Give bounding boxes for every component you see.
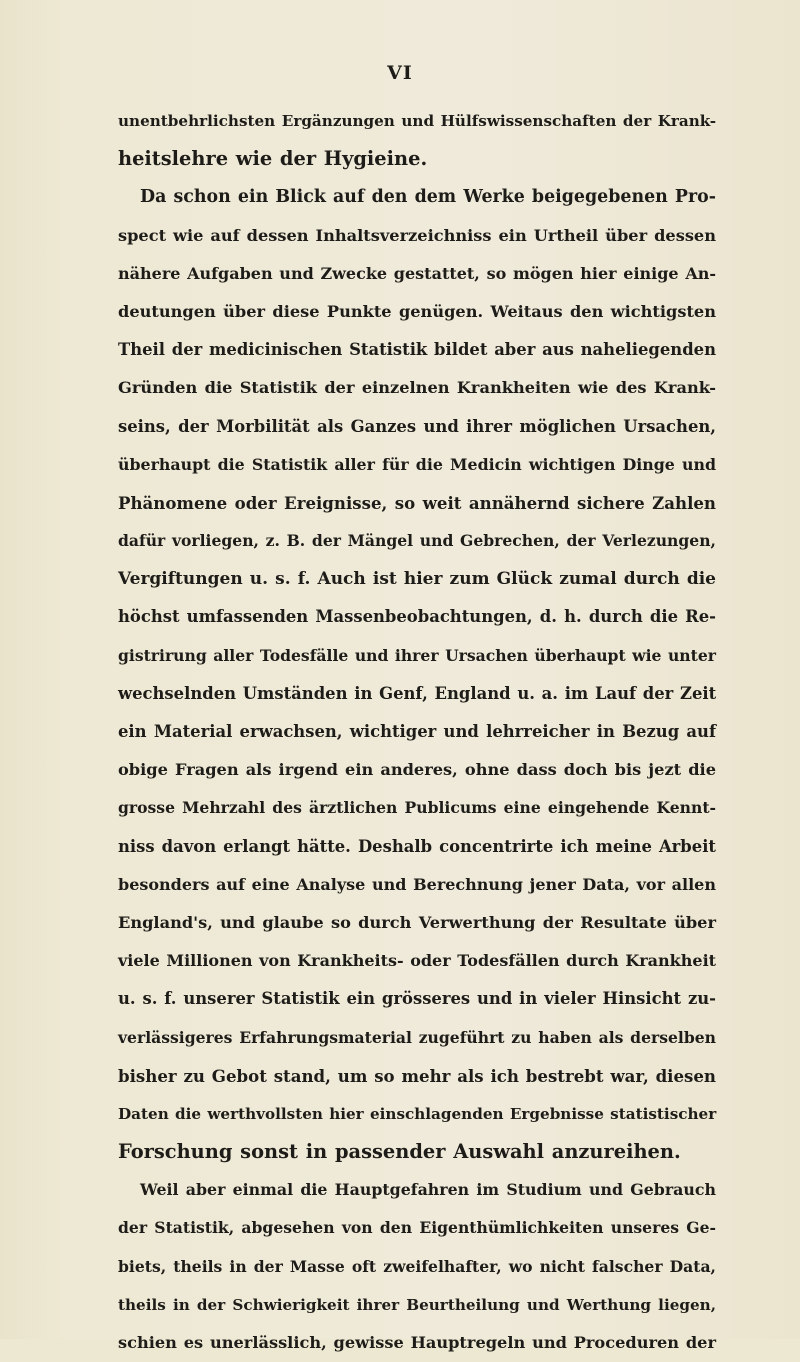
text-line: Da schon ein Blick auf den dem Werke beigegebenen Pro- (140, 187, 716, 208)
text-line: Weil aber einmal die Hauptgefahren im Studium und Gebrauch (140, 1180, 716, 1200)
text-line: der Statistik, abgesehen von den Eigenthümlichkeiten unseres Ge- (118, 1218, 716, 1238)
text-line: Theil der medicinischen Statistik bildet aber aus naheliegenden (118, 340, 716, 360)
page-number: VI (387, 62, 413, 84)
text-line: dafür vorliegen, z. B. der Mängel und Gebrechen, der Verlezungen, (118, 531, 716, 551)
text-line: theils in der Schwierigkeit ihrer Beurtheilung und Werthung liegen, (118, 1295, 716, 1314)
text-line: heitslehre wie der Hygieine. (118, 147, 428, 171)
text-line: obige Fragen als irgend ein anderes, ohne dass doch bis jezt die (118, 760, 716, 780)
text-line: grosse Mehrzahl des ärztlichen Publicums eine eingehende Kennt- (118, 798, 716, 818)
text-line: deutungen über diese Punkte genügen. Weitaus den wichtigsten (118, 301, 716, 321)
text-line: überhaupt die Statistik aller für die Medicin wichtigen Dinge und (118, 454, 716, 474)
text-line: Phänomene oder Ereignisse, so weit annähernd sichere Zahlen (118, 492, 716, 513)
text-line: schien es unerlässlich, gewisse Hauptregeln und Proceduren der (118, 1333, 716, 1352)
text-line: Forschung sonst in passender Auswahl anzureihen. (118, 1140, 681, 1164)
text-line: bisher zu Gebot stand, um so mehr als ich bestrebt war, diesen (118, 1065, 716, 1086)
text-line: viele Millionen von Krankheits- oder Todesfällen durch Krankheit (118, 951, 717, 971)
text-line: besonders auf eine Analyse und Berechnung jener Data, vor allen (118, 874, 716, 894)
text-line: seins, der Morbilität als Ganzes und ihrer möglichen Ursachen, (118, 416, 716, 436)
text-line: England's, und glaube so durch Verwerthung der Resultate über (118, 912, 716, 932)
text-line: wechselnden Umständen in Genf, England u. a. im Lauf der Zeit (118, 683, 717, 703)
body-text (118, 102, 716, 1362)
text-line: verlässigeres Erfahrungsmaterial zugeführt zu haben als derselben (118, 1027, 716, 1047)
text-line: nähere Aufgaben und Zwecke gestattet, so mögen hier einige An- (118, 263, 716, 283)
text-line: ein Material erwachsen, wichtiger und lehrreicher in Bezug auf (118, 722, 716, 741)
text-line: niss davon erlangt hätte. Deshalb concentrirte ich meine Arbeit (118, 836, 716, 856)
text-line: spect wie auf dessen Inhaltsverzeichniss ein Urtheil über dessen (118, 225, 716, 245)
text-line: unentbehrlichsten Ergänzungen und Hülfswissenschaften der Krank- (118, 112, 716, 130)
text-line: Gründen die Statistik der einzelnen Krankheiten wie des Krank- (118, 378, 716, 398)
text-line: Vergiftungen u. s. f. Auch ist hier zum Glück zumal durch die (118, 569, 716, 590)
text-line: höchst umfassenden Massenbeobachtungen, d. h. durch die Re- (118, 607, 716, 627)
text-line: Daten die werthvollsten hier einschlagenden Ergebnisse statistischer (118, 1104, 717, 1123)
text-line: gistrirung aller Todesfälle und ihrer Ursachen überhaupt wie unter (118, 645, 716, 665)
text-line: u. s. f. unserer Statistik ein grösseres und in vieler Hinsicht zu- (118, 989, 716, 1009)
text-line: biets, theils in der Masse oft zweifelhafter, wo nicht falscher Data, (118, 1256, 716, 1276)
